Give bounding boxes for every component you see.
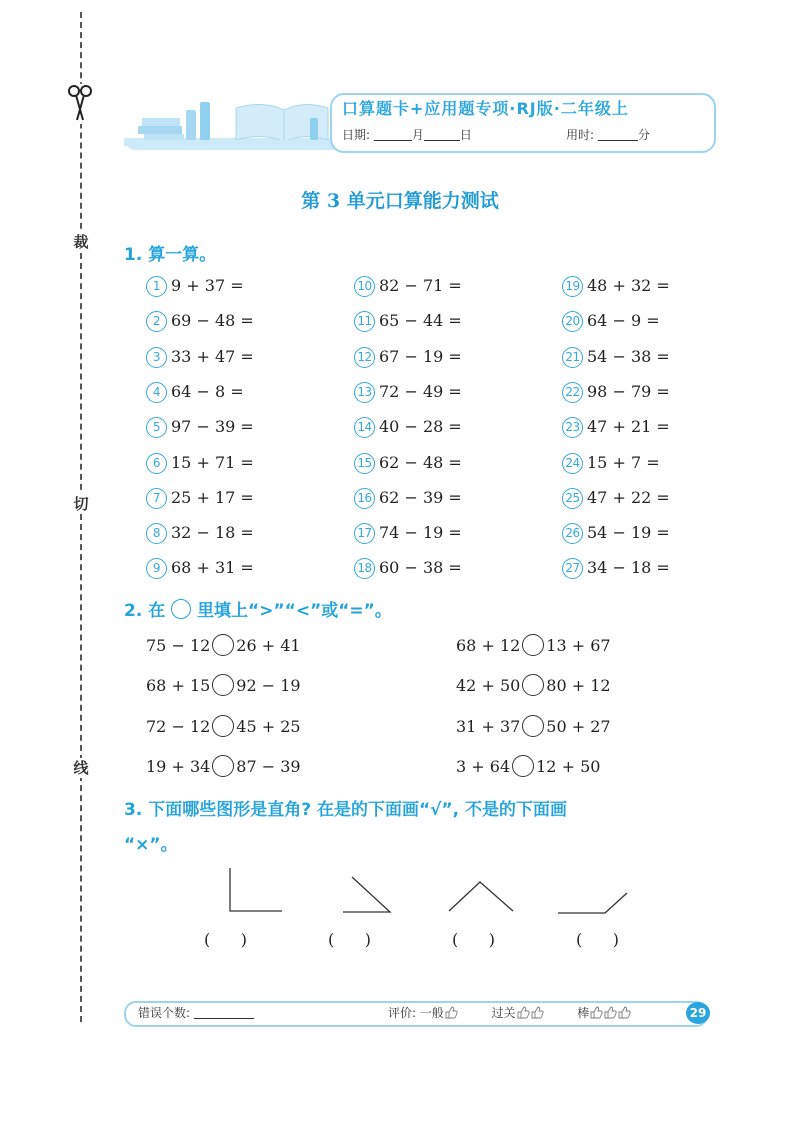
problem-expression: 98 − 79 = <box>587 381 670 401</box>
problem-number: 13 <box>354 382 375 403</box>
angle-figure-3 <box>449 882 513 911</box>
problem-expression: 60 − 38 = <box>379 558 462 578</box>
day-label: 日 <box>459 128 472 142</box>
answer-paren[interactable]: ( ) <box>204 930 247 949</box>
problem-number: 12 <box>354 347 375 368</box>
thumbs-up-icon <box>444 1006 458 1019</box>
problem-number: 11 <box>354 311 375 332</box>
problem-expression: 25 + 17 = <box>171 487 254 507</box>
date-label: 日期: <box>342 128 371 142</box>
problem-expression: 34 − 18 = <box>587 558 670 578</box>
rating-field <box>388 1004 631 1021</box>
section-1-title: 1. 算一算。 <box>124 245 217 265</box>
problem-number: 23 <box>562 417 583 438</box>
problem-number: 19 <box>562 276 583 297</box>
problem-expression: 47 + 21 = <box>587 417 670 437</box>
problem-number: 16 <box>354 488 375 509</box>
pass-label: 过关 <box>491 1006 516 1020</box>
problem-number: 9 <box>146 558 167 579</box>
problem-expression: 15 + 71 = <box>171 452 254 472</box>
section-2-title-after: 里填上“>”“<”或“=”。 <box>197 601 392 621</box>
problem-number: 25 <box>562 488 583 509</box>
compare-right-expr: 92 − 19 <box>236 676 301 696</box>
problem-expression: 62 − 39 = <box>379 487 462 507</box>
problem-number: 14 <box>354 417 375 438</box>
section-3-title: 3. 下面哪些图形是直角? 在是的下面画“√”, 不是的下面画 <box>124 800 568 820</box>
great-label: 棒 <box>577 1006 590 1020</box>
compare-left-expr: 42 + 50 <box>456 676 521 696</box>
compare-right-expr: 80 + 12 <box>546 676 611 696</box>
problem-expression: 48 + 32 = <box>587 276 670 295</box>
problem-expression: 54 − 38 = <box>587 346 670 366</box>
compare-right-expr: 50 + 27 <box>546 716 611 736</box>
problem-expression: 9 + 37 = <box>171 276 244 295</box>
problem-number: 3 <box>146 347 167 368</box>
problem-expression: 54 − 19 = <box>587 523 670 543</box>
problem-number: 6 <box>146 453 167 474</box>
problem-expression: 67 − 19 = <box>379 346 462 366</box>
problem-expression: 47 + 22 = <box>587 487 670 507</box>
page-title: 第 3 单元口算能力测试 <box>301 190 499 212</box>
problem-number: 5 <box>146 417 167 438</box>
minute-label: 分 <box>637 128 650 142</box>
problem-expression: 33 + 47 = <box>171 346 254 366</box>
cut-mark-char: 裁 <box>71 232 91 252</box>
problem-number: 15 <box>354 453 375 474</box>
thumbs-up-icon <box>516 1006 530 1019</box>
compare-left-expr: 75 − 12 <box>146 636 211 655</box>
cut-mark-char: 切 <box>71 494 91 514</box>
problem-expression: 64 − 9 = <box>587 311 660 331</box>
book-title: 口算题卡+应用题专项·RJ版·二年级上 <box>342 99 629 118</box>
problem-number: 24 <box>562 453 583 474</box>
problem-expression: 82 − 71 = <box>379 276 462 295</box>
problem-number: 18 <box>354 558 375 579</box>
problem-expression: 40 − 28 = <box>379 417 462 437</box>
problem-number: 8 <box>146 523 167 544</box>
answer-paren[interactable]: ( ) <box>452 930 495 949</box>
compare-left-expr: 3 + 64 <box>456 756 511 776</box>
compare-right-expr: 87 − 39 <box>236 756 301 776</box>
problem-number: 22 <box>562 382 583 403</box>
problem-number: 26 <box>562 523 583 544</box>
error-count-field <box>138 1004 254 1021</box>
page-number: 29 <box>686 1002 710 1024</box>
problem-expression: 97 − 39 = <box>171 417 254 437</box>
section-2-title-before: 2. 在 <box>124 601 166 621</box>
compare-left-expr: 31 + 37 <box>456 716 521 736</box>
angle-figure-1 <box>230 868 282 911</box>
problem-number: 27 <box>562 558 583 579</box>
compare-left-expr: 72 − 12 <box>146 716 211 736</box>
rating-label: 评价: <box>388 1006 417 1020</box>
problem-number: 7 <box>146 488 167 509</box>
compare-right-expr: 45 + 25 <box>236 716 301 736</box>
angle-figure-2 <box>343 877 390 912</box>
problem-expression: 69 − 48 = <box>171 311 254 331</box>
compare-right-expr: 13 + 67 <box>546 636 611 655</box>
cut-mark-char: 线 <box>71 758 91 778</box>
time-label: 用时: <box>566 128 595 142</box>
thumbs-up-icon <box>603 1006 617 1019</box>
average-label: 一般 <box>419 1006 444 1020</box>
thumbs-up-icon <box>589 1006 603 1019</box>
compare-left-expr: 68 + 15 <box>146 676 211 696</box>
answer-paren[interactable]: ( ) <box>576 930 619 949</box>
problem-expression: 74 − 19 = <box>379 523 462 543</box>
section-3-title-cont: “×”。 <box>124 835 178 855</box>
compare-right-expr: 26 + 41 <box>236 636 301 655</box>
problem-number: 4 <box>146 382 167 403</box>
answer-paren[interactable]: ( ) <box>328 930 371 949</box>
thumbs-up-icon <box>617 1006 631 1019</box>
thumbs-up-icon <box>530 1006 544 1019</box>
problem-expression: 15 + 7 = <box>587 452 660 472</box>
compare-left-expr: 68 + 12 <box>456 636 521 655</box>
compare-left-expr: 19 + 34 <box>146 756 211 776</box>
error-count-label: 错误个数: <box>138 1006 191 1020</box>
compare-right-expr: 12 + 50 <box>536 756 601 776</box>
problem-number: 2 <box>146 311 167 332</box>
problem-number: 20 <box>562 311 583 332</box>
problem-number: 10 <box>354 276 375 297</box>
month-label: 月 <box>411 128 424 142</box>
problem-expression: 62 − 48 = <box>379 452 462 472</box>
problem-expression: 64 − 8 = <box>171 381 244 401</box>
error-count-blank <box>194 1006 254 1019</box>
problem-expression: 68 + 31 = <box>171 558 254 578</box>
angle-figure-4 <box>558 893 627 913</box>
problem-number: 17 <box>354 523 375 544</box>
problem-expression: 32 − 18 = <box>171 523 254 543</box>
problem-expression: 65 − 44 = <box>379 311 462 331</box>
problem-number: 1 <box>146 276 167 297</box>
problem-expression: 72 − 49 = <box>379 381 462 401</box>
problem-number: 21 <box>562 347 583 368</box>
